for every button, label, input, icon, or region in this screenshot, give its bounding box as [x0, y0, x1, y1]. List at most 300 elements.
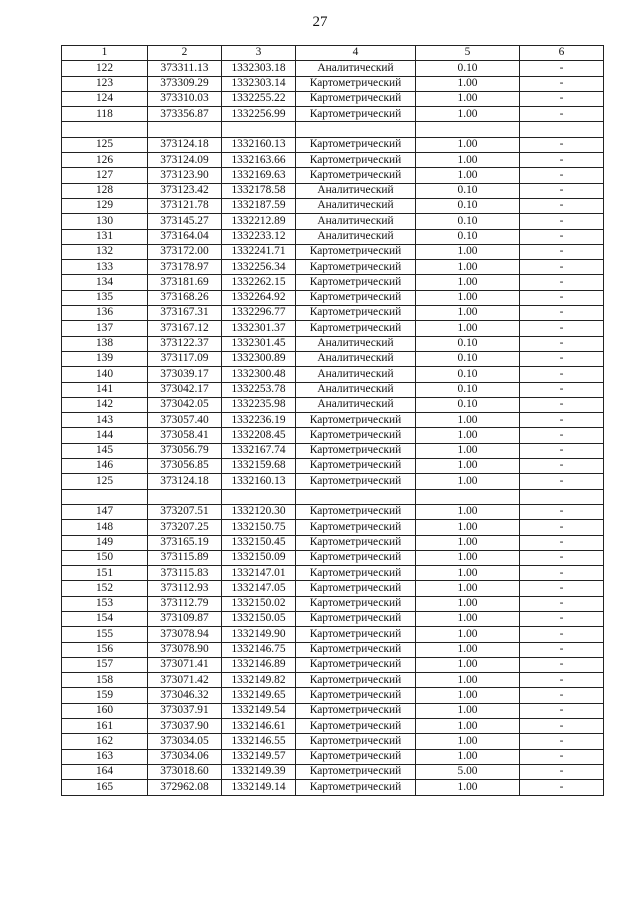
table-row: [62, 642, 604, 657]
table-cell-col-3: 1332149.14: [222, 780, 296, 795]
table-cell-col-6: -: [520, 520, 604, 535]
table-cell-col-3: 1332160.13: [222, 137, 296, 152]
table-cell-col-1: 158: [62, 673, 148, 688]
table-row: [62, 290, 604, 305]
table-cell-col-4: Картометрический: [296, 428, 416, 443]
table-cell-col-3: 1332167.74: [222, 443, 296, 458]
table-cell-col-4: Аналитический: [296, 382, 416, 397]
empty-cell: [416, 122, 520, 137]
table-cell-col-5: 1.00: [416, 244, 520, 259]
column-header-4: 4: [296, 46, 416, 61]
table-cell-col-3: 1332208.45: [222, 428, 296, 443]
table-row: [62, 703, 604, 718]
empty-cell: [148, 122, 222, 137]
empty-cell: [222, 489, 296, 504]
table-cell-col-4: Картометрический: [296, 734, 416, 749]
table-cell-col-1: 123: [62, 76, 148, 91]
table-cell-col-1: 157: [62, 657, 148, 672]
table-cell-col-6: -: [520, 382, 604, 397]
table-row: [62, 244, 604, 259]
table-row: [62, 535, 604, 550]
table-cell-col-6: -: [520, 107, 604, 122]
table-cell-col-1: 164: [62, 764, 148, 779]
table-cell-col-6: -: [520, 321, 604, 336]
table-cell-col-6: -: [520, 688, 604, 703]
table-cell-col-1: 132: [62, 244, 148, 259]
table-cell-col-2: 373168.26: [148, 290, 222, 305]
table-row: [62, 214, 604, 229]
table-cell-col-6: -: [520, 780, 604, 795]
table-row: [62, 673, 604, 688]
table-cell-col-6: -: [520, 504, 604, 519]
table-row: [62, 306, 604, 321]
table-cell-col-6: -: [520, 749, 604, 764]
table-cell-col-4: Картометрический: [296, 749, 416, 764]
table-cell-col-4: Картометрический: [296, 443, 416, 458]
table-cell-col-2: 373056.79: [148, 443, 222, 458]
table-cell-col-6: -: [520, 642, 604, 657]
table-cell-col-3: 1332150.05: [222, 611, 296, 626]
table-cell-col-4: Картометрический: [296, 107, 416, 122]
table-cell-col-1: 146: [62, 459, 148, 474]
table-cell-col-4: Картометрический: [296, 673, 416, 688]
table-cell-col-3: 1332149.57: [222, 749, 296, 764]
table-cell-col-5: 1.00: [416, 168, 520, 183]
table-cell-col-1: 129: [62, 198, 148, 213]
table-row: [62, 260, 604, 275]
table-cell-col-6: -: [520, 443, 604, 458]
table-cell-col-6: -: [520, 550, 604, 565]
column-header-6: 6: [520, 46, 604, 61]
table-cell-col-2: 373167.31: [148, 306, 222, 321]
table-cell-col-3: 1332159.68: [222, 459, 296, 474]
empty-cell: [520, 122, 604, 137]
table-cell-col-5: 1.00: [416, 459, 520, 474]
table-cell-col-1: 154: [62, 611, 148, 626]
table-row: [62, 107, 604, 122]
table-cell-col-6: -: [520, 153, 604, 168]
table-cell-col-4: Картометрический: [296, 764, 416, 779]
table-cell-col-4: Аналитический: [296, 351, 416, 366]
table-cell-col-6: -: [520, 627, 604, 642]
table-cell-col-3: 1332146.61: [222, 719, 296, 734]
table-cell-col-5: 5.00: [416, 764, 520, 779]
table-cell-col-5: 1.00: [416, 749, 520, 764]
table-cell-col-5: 1.00: [416, 153, 520, 168]
table-row: [62, 61, 604, 76]
table-cell-col-3: 1332300.48: [222, 367, 296, 382]
table-cell-col-3: 1332300.89: [222, 351, 296, 366]
table-cell-col-5: 1.00: [416, 413, 520, 428]
column-header-5: 5: [416, 46, 520, 61]
table-cell-col-1: 133: [62, 260, 148, 275]
table-cell-col-2: 373311.13: [148, 61, 222, 76]
table-cell-col-5: 1.00: [416, 260, 520, 275]
table-cell-col-6: -: [520, 168, 604, 183]
table-cell-col-2: 373117.09: [148, 351, 222, 366]
table-cell-col-1: 159: [62, 688, 148, 703]
table-cell-col-4: Картометрический: [296, 688, 416, 703]
table-row: [62, 459, 604, 474]
table-cell-col-5: 0.10: [416, 198, 520, 213]
table-cell-col-1: 137: [62, 321, 148, 336]
table-cell-col-3: 1332150.02: [222, 596, 296, 611]
table-cell-col-6: -: [520, 76, 604, 91]
table-cell-col-6: -: [520, 336, 604, 351]
table-cell-col-5: 1.00: [416, 581, 520, 596]
table-cell-col-5: 1.00: [416, 428, 520, 443]
table-row: [62, 153, 604, 168]
table-cell-col-4: Картометрический: [296, 520, 416, 535]
table-cell-col-1: 127: [62, 168, 148, 183]
table-cell-col-2: 373078.94: [148, 627, 222, 642]
table-cell-col-5: 1.00: [416, 611, 520, 626]
empty-cell: [62, 122, 148, 137]
separator-row: [62, 122, 604, 137]
table-row: [62, 382, 604, 397]
table-cell-col-5: 1.00: [416, 290, 520, 305]
table-cell-col-4: Картометрический: [296, 260, 416, 275]
table-row: [62, 688, 604, 703]
table-cell-col-3: 1332163.66: [222, 153, 296, 168]
table-cell-col-1: 150: [62, 550, 148, 565]
table-row: [62, 76, 604, 91]
table-cell-col-1: 141: [62, 382, 148, 397]
table-body: [62, 61, 604, 795]
empty-cell: [148, 489, 222, 504]
table-row: [62, 504, 604, 519]
table-cell-col-3: 1332301.37: [222, 321, 296, 336]
table-cell-col-6: -: [520, 734, 604, 749]
table-cell-col-3: 1332149.65: [222, 688, 296, 703]
table-header-row: [62, 46, 604, 61]
table-cell-col-5: 1.00: [416, 596, 520, 611]
table-cell-col-2: 373165.19: [148, 535, 222, 550]
table-cell-col-5: 1.00: [416, 780, 520, 795]
table-cell-col-6: -: [520, 91, 604, 106]
table-cell-col-5: 0.10: [416, 382, 520, 397]
table-cell-col-1: 118: [62, 107, 148, 122]
table-cell-col-2: 373078.90: [148, 642, 222, 657]
table-cell-col-1: 142: [62, 397, 148, 412]
table-cell-col-6: -: [520, 719, 604, 734]
table-cell-col-3: 1332147.05: [222, 581, 296, 596]
table-cell-col-6: -: [520, 535, 604, 550]
table-cell-col-3: 1332150.75: [222, 520, 296, 535]
table-cell-col-3: 1332187.59: [222, 198, 296, 213]
table-cell-col-5: 1.00: [416, 306, 520, 321]
table-cell-col-2: 373178.97: [148, 260, 222, 275]
table-cell-col-6: -: [520, 566, 604, 581]
table-cell-col-2: 373042.17: [148, 382, 222, 397]
table-row: [62, 596, 604, 611]
table-cell-col-5: 1.00: [416, 520, 520, 535]
table-row: [62, 749, 604, 764]
table-cell-col-6: -: [520, 611, 604, 626]
table-cell-col-3: 1332256.99: [222, 107, 296, 122]
table-cell-col-6: -: [520, 214, 604, 229]
table-cell-col-4: Картометрический: [296, 566, 416, 581]
table-cell-col-4: Картометрический: [296, 153, 416, 168]
table-cell-col-4: Картометрический: [296, 459, 416, 474]
table-cell-col-4: Картометрический: [296, 535, 416, 550]
table-cell-col-3: 1332150.09: [222, 550, 296, 565]
table-cell-col-2: 373034.06: [148, 749, 222, 764]
table-cell-col-4: Картометрический: [296, 780, 416, 795]
table-cell-col-5: 1.00: [416, 673, 520, 688]
table-cell-col-2: 373034.05: [148, 734, 222, 749]
table-cell-col-4: Аналитический: [296, 336, 416, 351]
table-row: [62, 581, 604, 596]
table-cell-col-4: Картометрический: [296, 611, 416, 626]
table-cell-col-2: 373057.40: [148, 413, 222, 428]
table-cell-col-3: 1332146.89: [222, 657, 296, 672]
table-cell-col-2: 373037.90: [148, 719, 222, 734]
table-cell-col-3: 1332149.39: [222, 764, 296, 779]
table-cell-col-2: 373123.42: [148, 183, 222, 198]
table-cell-col-1: 155: [62, 627, 148, 642]
table-cell-col-4: Картометрический: [296, 244, 416, 259]
table-cell-col-4: Картометрический: [296, 321, 416, 336]
table-cell-col-6: -: [520, 581, 604, 596]
table-cell-col-1: 131: [62, 229, 148, 244]
table-cell-col-1: 160: [62, 703, 148, 718]
table-cell-col-1: 152: [62, 581, 148, 596]
table-row: [62, 321, 604, 336]
table-cell-col-5: 1.00: [416, 107, 520, 122]
empty-cell: [520, 489, 604, 504]
table-row: [62, 367, 604, 382]
table-cell-col-3: 1332120.30: [222, 504, 296, 519]
table-cell-col-6: -: [520, 657, 604, 672]
table-cell-col-5: 0.10: [416, 351, 520, 366]
table-cell-col-2: 373356.87: [148, 107, 222, 122]
table-row: [62, 336, 604, 351]
table-cell-col-5: 1.00: [416, 91, 520, 106]
table-cell-col-4: Аналитический: [296, 367, 416, 382]
table-cell-col-1: 139: [62, 351, 148, 366]
table-cell-col-1: 130: [62, 214, 148, 229]
table-cell-col-5: 1.00: [416, 688, 520, 703]
table-row: [62, 413, 604, 428]
table-row: [62, 780, 604, 795]
table-cell-col-3: 1332149.90: [222, 627, 296, 642]
table-cell-col-5: 1.00: [416, 321, 520, 336]
table-cell-col-1: 128: [62, 183, 148, 198]
table-cell-col-4: Картометрический: [296, 76, 416, 91]
table-cell-col-4: Аналитический: [296, 183, 416, 198]
table-row: [62, 550, 604, 565]
table-cell-col-2: 373071.41: [148, 657, 222, 672]
table-row: [62, 764, 604, 779]
page-number: 27: [312, 14, 328, 30]
table-cell-col-6: -: [520, 351, 604, 366]
table-cell-col-3: 1332303.14: [222, 76, 296, 91]
table-row: [62, 198, 604, 213]
table-cell-col-6: -: [520, 290, 604, 305]
table-cell-col-3: 1332149.54: [222, 703, 296, 718]
table-cell-col-3: 1332256.34: [222, 260, 296, 275]
table-cell-col-3: 1332149.82: [222, 673, 296, 688]
table-cell-col-4: Картометрический: [296, 306, 416, 321]
table-cell-col-4: Картометрический: [296, 290, 416, 305]
table-cell-col-2: 373123.90: [148, 168, 222, 183]
table-cell-col-4: Картометрический: [296, 474, 416, 489]
table-cell-col-2: 373018.60: [148, 764, 222, 779]
table-cell-col-4: Аналитический: [296, 214, 416, 229]
table-cell-col-4: Картометрический: [296, 657, 416, 672]
table-cell-col-6: -: [520, 764, 604, 779]
table-cell-col-4: Картометрический: [296, 596, 416, 611]
table-cell-col-6: -: [520, 474, 604, 489]
table-row: [62, 611, 604, 626]
table-cell-col-5: 1.00: [416, 474, 520, 489]
table-cell-col-2: 373167.12: [148, 321, 222, 336]
table-row: [62, 137, 604, 152]
table-cell-col-5: 0.10: [416, 183, 520, 198]
table-cell-col-1: 140: [62, 367, 148, 382]
table-cell-col-1: 124: [62, 91, 148, 106]
table-cell-col-3: 1332262.15: [222, 275, 296, 290]
table-cell-col-3: 1332301.45: [222, 336, 296, 351]
table-cell-col-4: Картометрический: [296, 137, 416, 152]
table-row: [62, 443, 604, 458]
table-cell-col-3: 1332236.19: [222, 413, 296, 428]
table-cell-col-6: -: [520, 459, 604, 474]
table-cell-col-4: Аналитический: [296, 229, 416, 244]
table-cell-col-1: 138: [62, 336, 148, 351]
table-cell-col-3: 1332235.98: [222, 397, 296, 412]
table-cell-col-2: 373042.05: [148, 397, 222, 412]
table-cell-col-4: Аналитический: [296, 397, 416, 412]
table-cell-col-1: 148: [62, 520, 148, 535]
table-cell-col-1: 136: [62, 306, 148, 321]
table-cell-col-6: -: [520, 61, 604, 76]
table-cell-col-1: 125: [62, 474, 148, 489]
table-cell-col-1: 153: [62, 596, 148, 611]
table-cell-col-3: 1332147.01: [222, 566, 296, 581]
table-cell-col-3: 1332303.18: [222, 61, 296, 76]
table-cell-col-4: Картометрический: [296, 703, 416, 718]
table-cell-col-3: 1332255.22: [222, 91, 296, 106]
table-row: [62, 474, 604, 489]
table-cell-col-2: 373309.29: [148, 76, 222, 91]
table-cell-col-3: 1332264.92: [222, 290, 296, 305]
table-cell-col-2: 373056.85: [148, 459, 222, 474]
table-cell-col-2: 373124.09: [148, 153, 222, 168]
table-cell-col-1: 145: [62, 443, 148, 458]
table-cell-col-6: -: [520, 183, 604, 198]
table-cell-col-1: 165: [62, 780, 148, 795]
table-cell-col-1: 147: [62, 504, 148, 519]
empty-cell: [416, 489, 520, 504]
table-cell-col-5: 0.10: [416, 61, 520, 76]
table-cell-col-2: 373310.03: [148, 91, 222, 106]
table-cell-col-2: 373181.69: [148, 275, 222, 290]
table-cell-col-2: 373115.89: [148, 550, 222, 565]
table-cell-col-6: -: [520, 703, 604, 718]
table-cell-col-6: -: [520, 244, 604, 259]
table-row: [62, 168, 604, 183]
table-cell-col-1: 126: [62, 153, 148, 168]
table-cell-col-6: -: [520, 596, 604, 611]
table-cell-col-2: 373122.37: [148, 336, 222, 351]
table-cell-col-5: 1.00: [416, 657, 520, 672]
table-row: [62, 183, 604, 198]
table-cell-col-2: 373112.93: [148, 581, 222, 596]
table-cell-col-2: 373115.83: [148, 566, 222, 581]
table-cell-col-6: -: [520, 229, 604, 244]
table-cell-col-3: 1332146.55: [222, 734, 296, 749]
table-cell-col-4: Картометрический: [296, 168, 416, 183]
table-cell-col-4: Картометрический: [296, 642, 416, 657]
table-cell-col-6: -: [520, 367, 604, 382]
table-cell-col-1: 134: [62, 275, 148, 290]
empty-cell: [296, 122, 416, 137]
table-cell-col-3: 1332233.12: [222, 229, 296, 244]
table-cell-col-5: 0.10: [416, 397, 520, 412]
table-cell-col-5: 1.00: [416, 275, 520, 290]
table-cell-col-4: Картометрический: [296, 413, 416, 428]
separator-row: [62, 489, 604, 504]
table-cell-col-6: -: [520, 673, 604, 688]
column-header-1: 1: [62, 46, 148, 61]
table-cell-col-1: 163: [62, 749, 148, 764]
table-cell-col-4: Картометрический: [296, 550, 416, 565]
coordinates-table: [61, 45, 604, 796]
table-row: [62, 229, 604, 244]
table-cell-col-5: 0.10: [416, 214, 520, 229]
table-cell-col-3: 1332169.63: [222, 168, 296, 183]
table-cell-col-2: 373124.18: [148, 137, 222, 152]
table-row: [62, 719, 604, 734]
table-cell-col-5: 1.00: [416, 550, 520, 565]
table-cell-col-4: Картометрический: [296, 627, 416, 642]
table-cell-col-2: 373039.17: [148, 367, 222, 382]
table-cell-col-5: 1.00: [416, 137, 520, 152]
table-cell-col-3: 1332150.45: [222, 535, 296, 550]
table-cell-col-6: -: [520, 397, 604, 412]
table-cell-col-3: 1332178.58: [222, 183, 296, 198]
table-cell-col-2: 373112.79: [148, 596, 222, 611]
table-cell-col-3: 1332146.75: [222, 642, 296, 657]
table-cell-col-6: -: [520, 413, 604, 428]
table-cell-col-5: 0.10: [416, 336, 520, 351]
table-cell-col-6: -: [520, 428, 604, 443]
table-cell-col-5: 1.00: [416, 627, 520, 642]
table-cell-col-4: Картометрический: [296, 91, 416, 106]
table-cell-col-5: 1.00: [416, 734, 520, 749]
table-cell-col-5: 1.00: [416, 642, 520, 657]
table-row: [62, 627, 604, 642]
table-cell-col-6: -: [520, 260, 604, 275]
table-cell-col-1: 135: [62, 290, 148, 305]
table-cell-col-2: 373071.42: [148, 673, 222, 688]
table-cell-col-1: 149: [62, 535, 148, 550]
column-header-3: 3: [222, 46, 296, 61]
table-cell-col-4: Картометрический: [296, 719, 416, 734]
table-row: [62, 397, 604, 412]
table-cell-col-4: Картометрический: [296, 504, 416, 519]
table-cell-col-6: -: [520, 137, 604, 152]
table-cell-col-2: 373207.25: [148, 520, 222, 535]
table-cell-col-5: 1.00: [416, 566, 520, 581]
empty-cell: [62, 489, 148, 504]
table-cell-col-6: -: [520, 198, 604, 213]
table-cell-col-1: 122: [62, 61, 148, 76]
column-header-2: 2: [148, 46, 222, 61]
table-row: [62, 275, 604, 290]
